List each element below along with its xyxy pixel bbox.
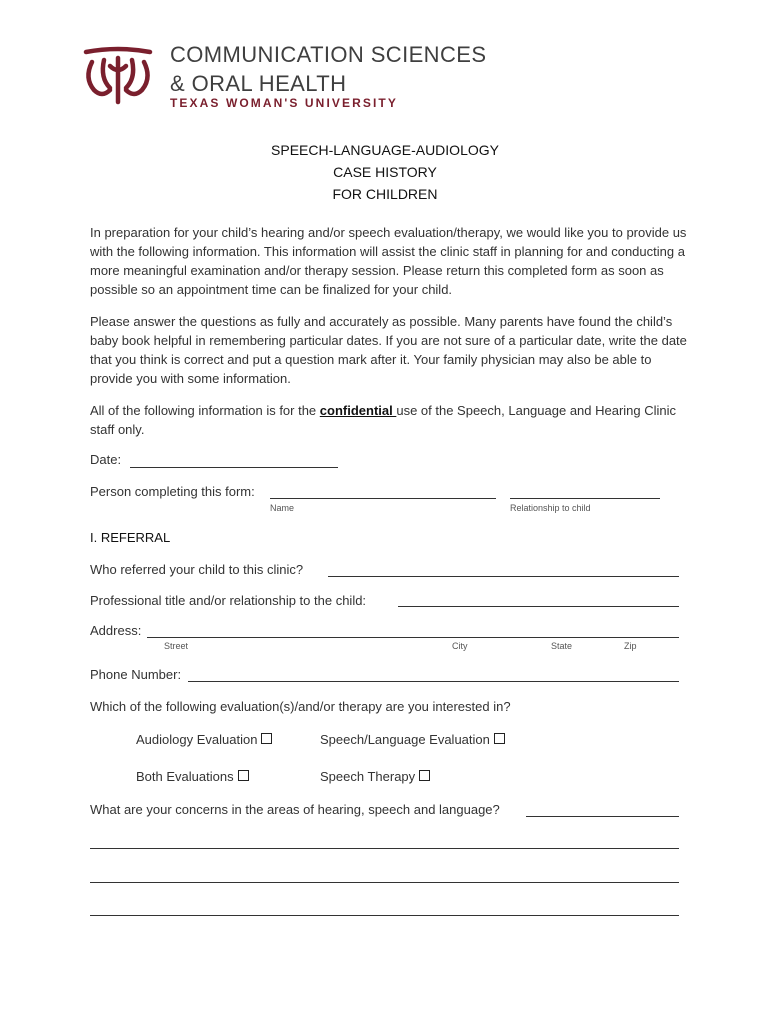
both-evaluations-checkbox[interactable] [238,770,249,781]
twu-pioneer-logo-icon [80,44,156,106]
confidentiality-text-after: use of the Speech, Language and Hearing Clinic staff only. [90,403,677,437]
speech-language-evaluation-checkbox[interactable] [494,733,505,744]
speech-language-evaluation-label: Speech/Language Evaluation [320,732,490,747]
concerns-field-line4[interactable] [90,915,679,916]
speech-therapy-checkbox[interactable] [419,770,430,781]
referred-by-label: Who referred your child to this clinic? [90,562,304,577]
confidentiality-text-before: All of the following information is for the [90,403,320,418]
concerns-question: What are your concerns in the areas of hearing, speech and language? [90,802,500,817]
phone-field[interactable] [188,681,679,682]
person-completing-label: Person completing this form: [90,484,255,499]
phone-label: Phone Number: [90,667,182,682]
form-title-line2: CASE HISTORY [333,164,437,180]
zip-caption: Zip [624,641,637,651]
relationship-field[interactable] [510,498,660,499]
confidential-emphasis: confidential [319,403,397,418]
name-caption: Name [270,503,295,513]
professional-title-field[interactable] [398,606,679,607]
both-evaluations-label: Both Evaluations [136,769,234,784]
section-referral-heading: I. REFERRAL [90,530,171,545]
org-name-line1: COMMUNICATION SCIENCES [170,42,487,67]
option-audiology-evaluation[interactable] [136,732,272,747]
person-name-field[interactable] [270,498,496,499]
confidentiality-paragraph [90,401,690,439]
option-speech-language-evaluation[interactable] [320,732,505,747]
interest-question: Which of the following evaluation(s)/and/or therapy are you interested in? [90,699,511,714]
university-name: TEXAS WOMAN'S UNIVERSITY [170,96,398,110]
state-caption: State [551,641,573,651]
org-name-line2: & ORAL HEALTH [170,71,347,96]
professional-title-label: Professional title and/or relationship to the child: [90,593,367,608]
relationship-caption: Relationship to child [510,503,591,513]
referred-by-field[interactable] [328,576,679,577]
date-field[interactable] [130,467,338,468]
city-caption: City [452,641,468,651]
concerns-field-line3[interactable] [90,882,679,883]
audiology-evaluation-checkbox[interactable] [261,733,272,744]
street-caption: Street [164,641,189,651]
address-label: Address: [90,623,142,638]
speech-therapy-label: Speech Therapy [320,769,416,784]
form-title-line1: SPEECH-LANGUAGE-AUDIOLOGY [271,142,499,158]
intro-paragraph-1: In preparation for your child’s hearing and/or speech evaluation/therapy, we would like you to provide us with the following information. This information will assist the clinic staff in planning for and conducting a more meaningful examination and/or therapy session. Please return this completed form as soon as possible so an appointment time can be finalized for your child. [90,225,687,297]
form-title-line3: FOR CHILDREN [332,186,438,202]
concerns-field-line1[interactable] [526,816,679,817]
option-speech-therapy[interactable] [320,769,430,784]
concerns-field-line2[interactable] [90,848,679,849]
intro-paragraph-2: Please answer the questions as fully and accurately as possible. Many parents have found the child’s baby book helpful in remembering particular dates. If you are not sure of a particular date, write the date that you think is correct and put a question mark after it. Your family physician may also be able to provide you with some information. [90,314,687,386]
address-field[interactable] [147,637,679,638]
option-both-evaluations[interactable] [136,769,249,784]
audiology-evaluation-label: Audiology Evaluation [136,732,258,747]
date-label: Date: [90,452,122,467]
